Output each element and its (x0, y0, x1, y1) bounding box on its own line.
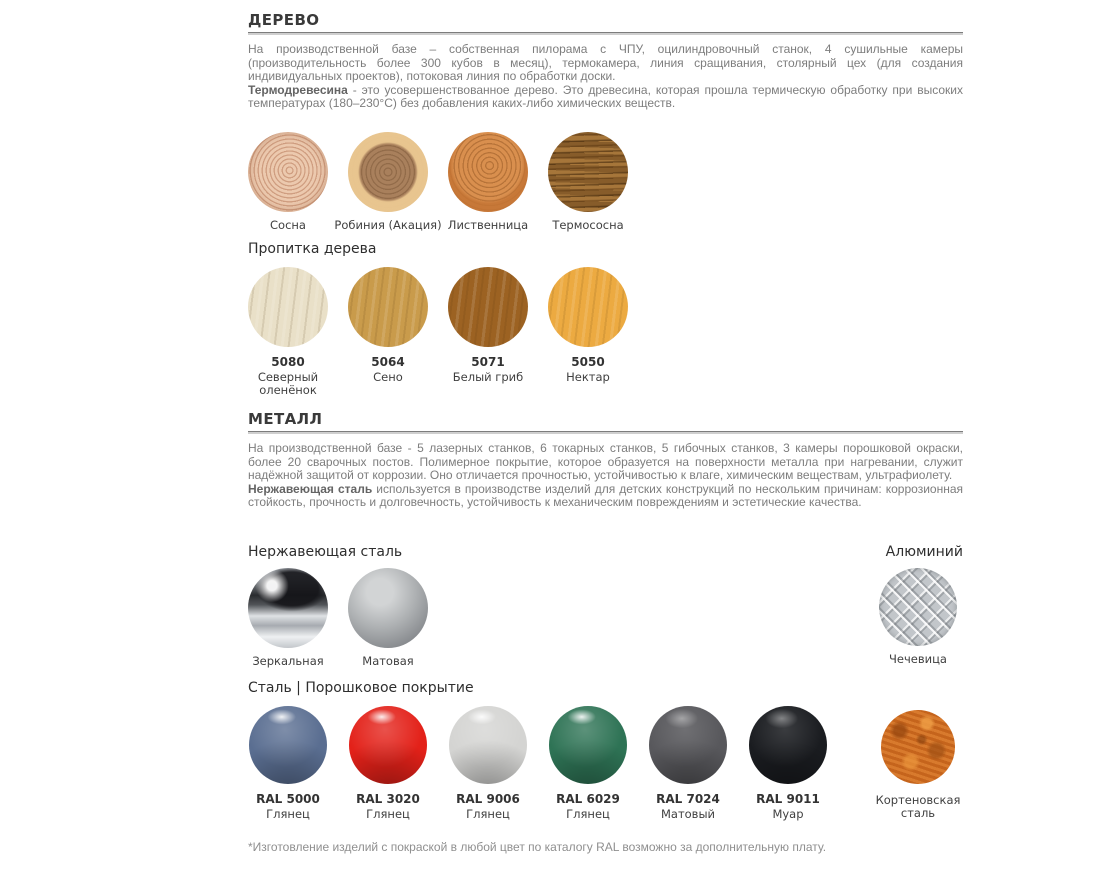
wood-sample-thermopine (548, 132, 628, 212)
impregnation-name: Белый гриб (452, 370, 524, 384)
wood-paragraph-2-lead: Термодревесина (248, 82, 348, 97)
metal-section-divider (248, 431, 963, 434)
wood-paragraph-2 (248, 84, 963, 111)
metal-description (248, 442, 963, 510)
impregnation-swatch-5050 (548, 267, 628, 347)
powder-finish: Глянец (566, 807, 610, 821)
powder-swatch-ral3020 (349, 706, 427, 784)
footnote: *Изготовление изделий с покраской в любой цвет по каталогу RAL возможно за дополнительную плату. (248, 840, 827, 854)
wood-section-divider (248, 32, 963, 35)
powder-code: RAL 9011 (756, 792, 820, 806)
stainless-sample-matte (348, 568, 428, 648)
stainless-item (238, 568, 338, 668)
impregnation-code: 5064 (371, 355, 405, 369)
wood-species-label: Робиния (Акация) (334, 218, 442, 232)
metal-section-title: МЕТАЛЛ (248, 410, 323, 428)
powder-swatch-ral9006 (449, 706, 527, 784)
wood-sample-larch (448, 132, 528, 212)
powder-title: Сталь | Порошковое покрытие (248, 680, 474, 696)
metal-paragraph-2 (248, 483, 963, 510)
corten-item (873, 706, 963, 821)
powder-code: RAL 7024 (656, 792, 720, 806)
aluminum-group (873, 544, 963, 668)
stainless-item (338, 568, 438, 668)
aluminum-label: Чечевица (889, 652, 947, 666)
powder-item (238, 706, 338, 821)
impregnation-item (438, 267, 538, 397)
wood-description (248, 43, 963, 111)
powder-finish: Глянец (366, 807, 410, 821)
impregnation-name: Сено (373, 370, 403, 384)
wood-paragraph-2-text: - это усовершенствованное дерево. Это древесина, которая прошла термическую обработку при высоких температурах (180–230°С) без добавления каких-либо химических веществ. (248, 82, 963, 110)
metal-paragraph-2-text: используется в производстве изделий для детских конструкций по нескольким причинам: коррозионная стойкость, прочность и долговечность, устойчивость к механическим повреждениям и эстетические качества. (248, 481, 963, 509)
impregnation-swatch-5080 (248, 267, 328, 347)
corten-label: Кортеновская сталь (875, 793, 961, 820)
powder-item (638, 706, 738, 821)
impregnation-code: 5050 (571, 355, 605, 369)
stainless-sample-mirror (248, 568, 328, 648)
metal-section-header (248, 409, 963, 434)
wood-sample-robinia (348, 132, 428, 212)
aluminum-title: Алюминий (885, 544, 963, 560)
corten-swatch (881, 710, 955, 784)
powder-item (738, 706, 838, 821)
powder-swatch-ral5000 (249, 706, 327, 784)
powder-code: RAL 6029 (556, 792, 620, 806)
wood-species-item (238, 132, 338, 232)
powder-code: RAL 9006 (456, 792, 520, 806)
impregnation-item (338, 267, 438, 397)
powder-code: RAL 5000 (256, 792, 320, 806)
powder-item (538, 706, 638, 821)
stainless-aluminum-row (248, 544, 963, 668)
powder-finish: Муар (772, 807, 804, 821)
powder-swatch-ral6029 (549, 706, 627, 784)
wood-species-label: Лиственница (447, 218, 529, 232)
wood-section-title: ДЕРЕВО (248, 11, 320, 29)
wood-species-label: Сосна (270, 218, 306, 232)
powder-swatch-ral7024 (649, 706, 727, 784)
powder-item (338, 706, 438, 821)
powder-swatch-ral9011 (749, 706, 827, 784)
impregnation-item (238, 267, 338, 397)
stainless-label: Матовая (362, 654, 414, 668)
powder-row (238, 706, 963, 821)
wood-species-item (438, 132, 538, 232)
stainless-samples (238, 568, 438, 668)
impregnation-swatch-5064 (348, 267, 428, 347)
impregnation-title: Пропитка дерева (248, 241, 377, 257)
wood-species-row (238, 132, 638, 232)
impregnation-swatch-5071 (448, 267, 528, 347)
powder-finish: Глянец (266, 807, 310, 821)
stainless-group (248, 544, 438, 668)
stainless-title: Нержавеющая сталь (248, 544, 403, 560)
wood-section-header (248, 10, 963, 35)
aluminum-sample-diamond-plate (879, 568, 957, 646)
impregnation-name: Северный оленёнок (257, 370, 319, 397)
wood-sample-pine (248, 132, 328, 212)
metal-paragraph-1: На производственной базе - 5 лазерных станков, 6 токарных станков, 5 гибочных станков, 3 камеры порошковой окраски, более 20 сварочных постов. Полимерное покрытие, которое образуется на поверхности металла при нагревании, служит надёжной защитой от коррозии. Оно отличается прочностью, устойчивостью к влаге, химическим веществам, ультрафиолету. (248, 441, 963, 482)
powder-finish: Матовый (660, 807, 716, 821)
wood-species-item (334, 132, 442, 232)
wood-paragraph-1: На производственной базе – собственная пилорама с ЧПУ, оцилиндровочный станок, 4 сушильные камеры (производительность более 300 кубов в месяц), термокамера, линия сращивания, столярный цех (для создания индивидуальных проектов), потоковая линия по обработки доски. (248, 42, 963, 83)
powder-finish: Глянец (466, 807, 510, 821)
impregnation-row (238, 267, 638, 397)
impregnation-item (538, 267, 638, 397)
impregnation-code: 5071 (471, 355, 505, 369)
wood-species-label: Термососна (552, 218, 624, 232)
metal-paragraph-2-lead: Нержавеющая сталь (248, 481, 373, 496)
powder-item (438, 706, 538, 821)
wood-species-item (538, 132, 638, 232)
impregnation-name: Нектар (566, 370, 610, 384)
stainless-label: Зеркальная (252, 654, 324, 668)
impregnation-code: 5080 (271, 355, 305, 369)
powder-code: RAL 3020 (356, 792, 420, 806)
